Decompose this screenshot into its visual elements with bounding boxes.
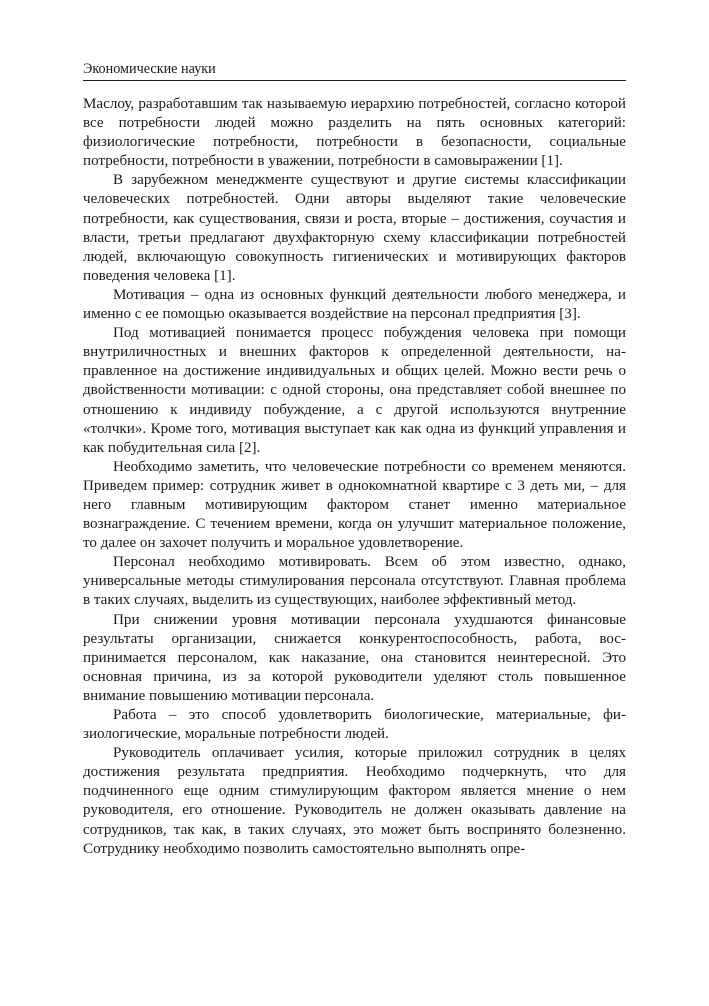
paragraph: Необходимо заметить, что человеческие потребности со временем меняются. Приведем пример: сотрудник живет в однокомнатной квартире с 3 деть ми, – для него главным мотивирующим фактором станет именно материальное вознаграждение. С течением времени, когда он улучшит материальное положение, то далее он захочет получить и моральное удовлетворение. — [83, 458, 626, 552]
paragraph: Работа – это способ удовлетворить биологические, материальные, физиологические, моральные потребности людей. — [83, 707, 626, 743]
paragraph: В зарубежном менеджменте существуют и другие системы классификации человеческих потребностей. Одни авторы выделяют такие человеческие потребности, как существования, связи и роста, вторые – достижения, соучастия и власти, третьи предлагают двухфакторную схему классификации потребностей людей, включающую совокупность гигиенических и мотивирующих факторов поведения человека [1]. — [83, 172, 626, 284]
running-title: Экономические науки — [83, 61, 216, 77]
paragraph: Под мотивацией понимается процесс побуждения человека при помощи внутриличностных и внешних факторов к определенной деятельности, направленное на достижение индивидуальных и общих целей. Можно вести речь о двойственности мотивации: с одной стороны, она представляет собой внешнее по отношению к индивиду побуждение, а с другой используются внутренние «толчки». Кроме того, мотивация выступает как как одна из функций управления и как побудительная сила [2]. — [83, 325, 626, 456]
running-header — [83, 60, 626, 78]
paragraph: При снижении уровня мотивации персонала ухудшаются финансовые результаты организации, снижается конкурентоспособность, работа, воспринимается персоналом, как наказание, она становится неинтересной. Это основная причина, из за которой руководители уделяют столь повышенное внимание повышению мотивации персонала. — [83, 611, 626, 704]
paragraph: Мотивация – одна из основных функций деятельности любого менеджера, и именно с ее помощью оказывается воздействие на персонал предприятия [3]. — [83, 286, 626, 323]
paragraph: Персонал необходимо мотивировать. Всем об этом известно, однако, универсальные методы стимулирования персонала отсутствуют. Главная проблема в таких случаях, выделить из существующих, наиболее эффективный метод. — [83, 554, 626, 609]
paragraph: Руководитель оплачивает усилия, которые приложил сотрудник в целях достижения результата предприятия. Необходимо подчеркнуть, что для подчиненного еще одним стимулирующим фактором является мнение о нем руководителя, его отношение. Руководитель не должен оказывать давление на сотрудников, так как, в таких случаях, это может быть воспринято болезненно. Сотруднику необходимо позволить самостоятельно выполнять опре- — [83, 745, 626, 857]
header-divider — [83, 80, 626, 81]
paragraph: Маслоу, разработавшим так называемую иерархию потребностей, согласно которой все потребности людей можно разделить на пять основных категорий: физиологические потребности, потребности в безопасности, социальные потребности, потребности в уважении, потребности в самовыражении [1]. — [83, 96, 626, 170]
article-body — [83, 95, 626, 859]
